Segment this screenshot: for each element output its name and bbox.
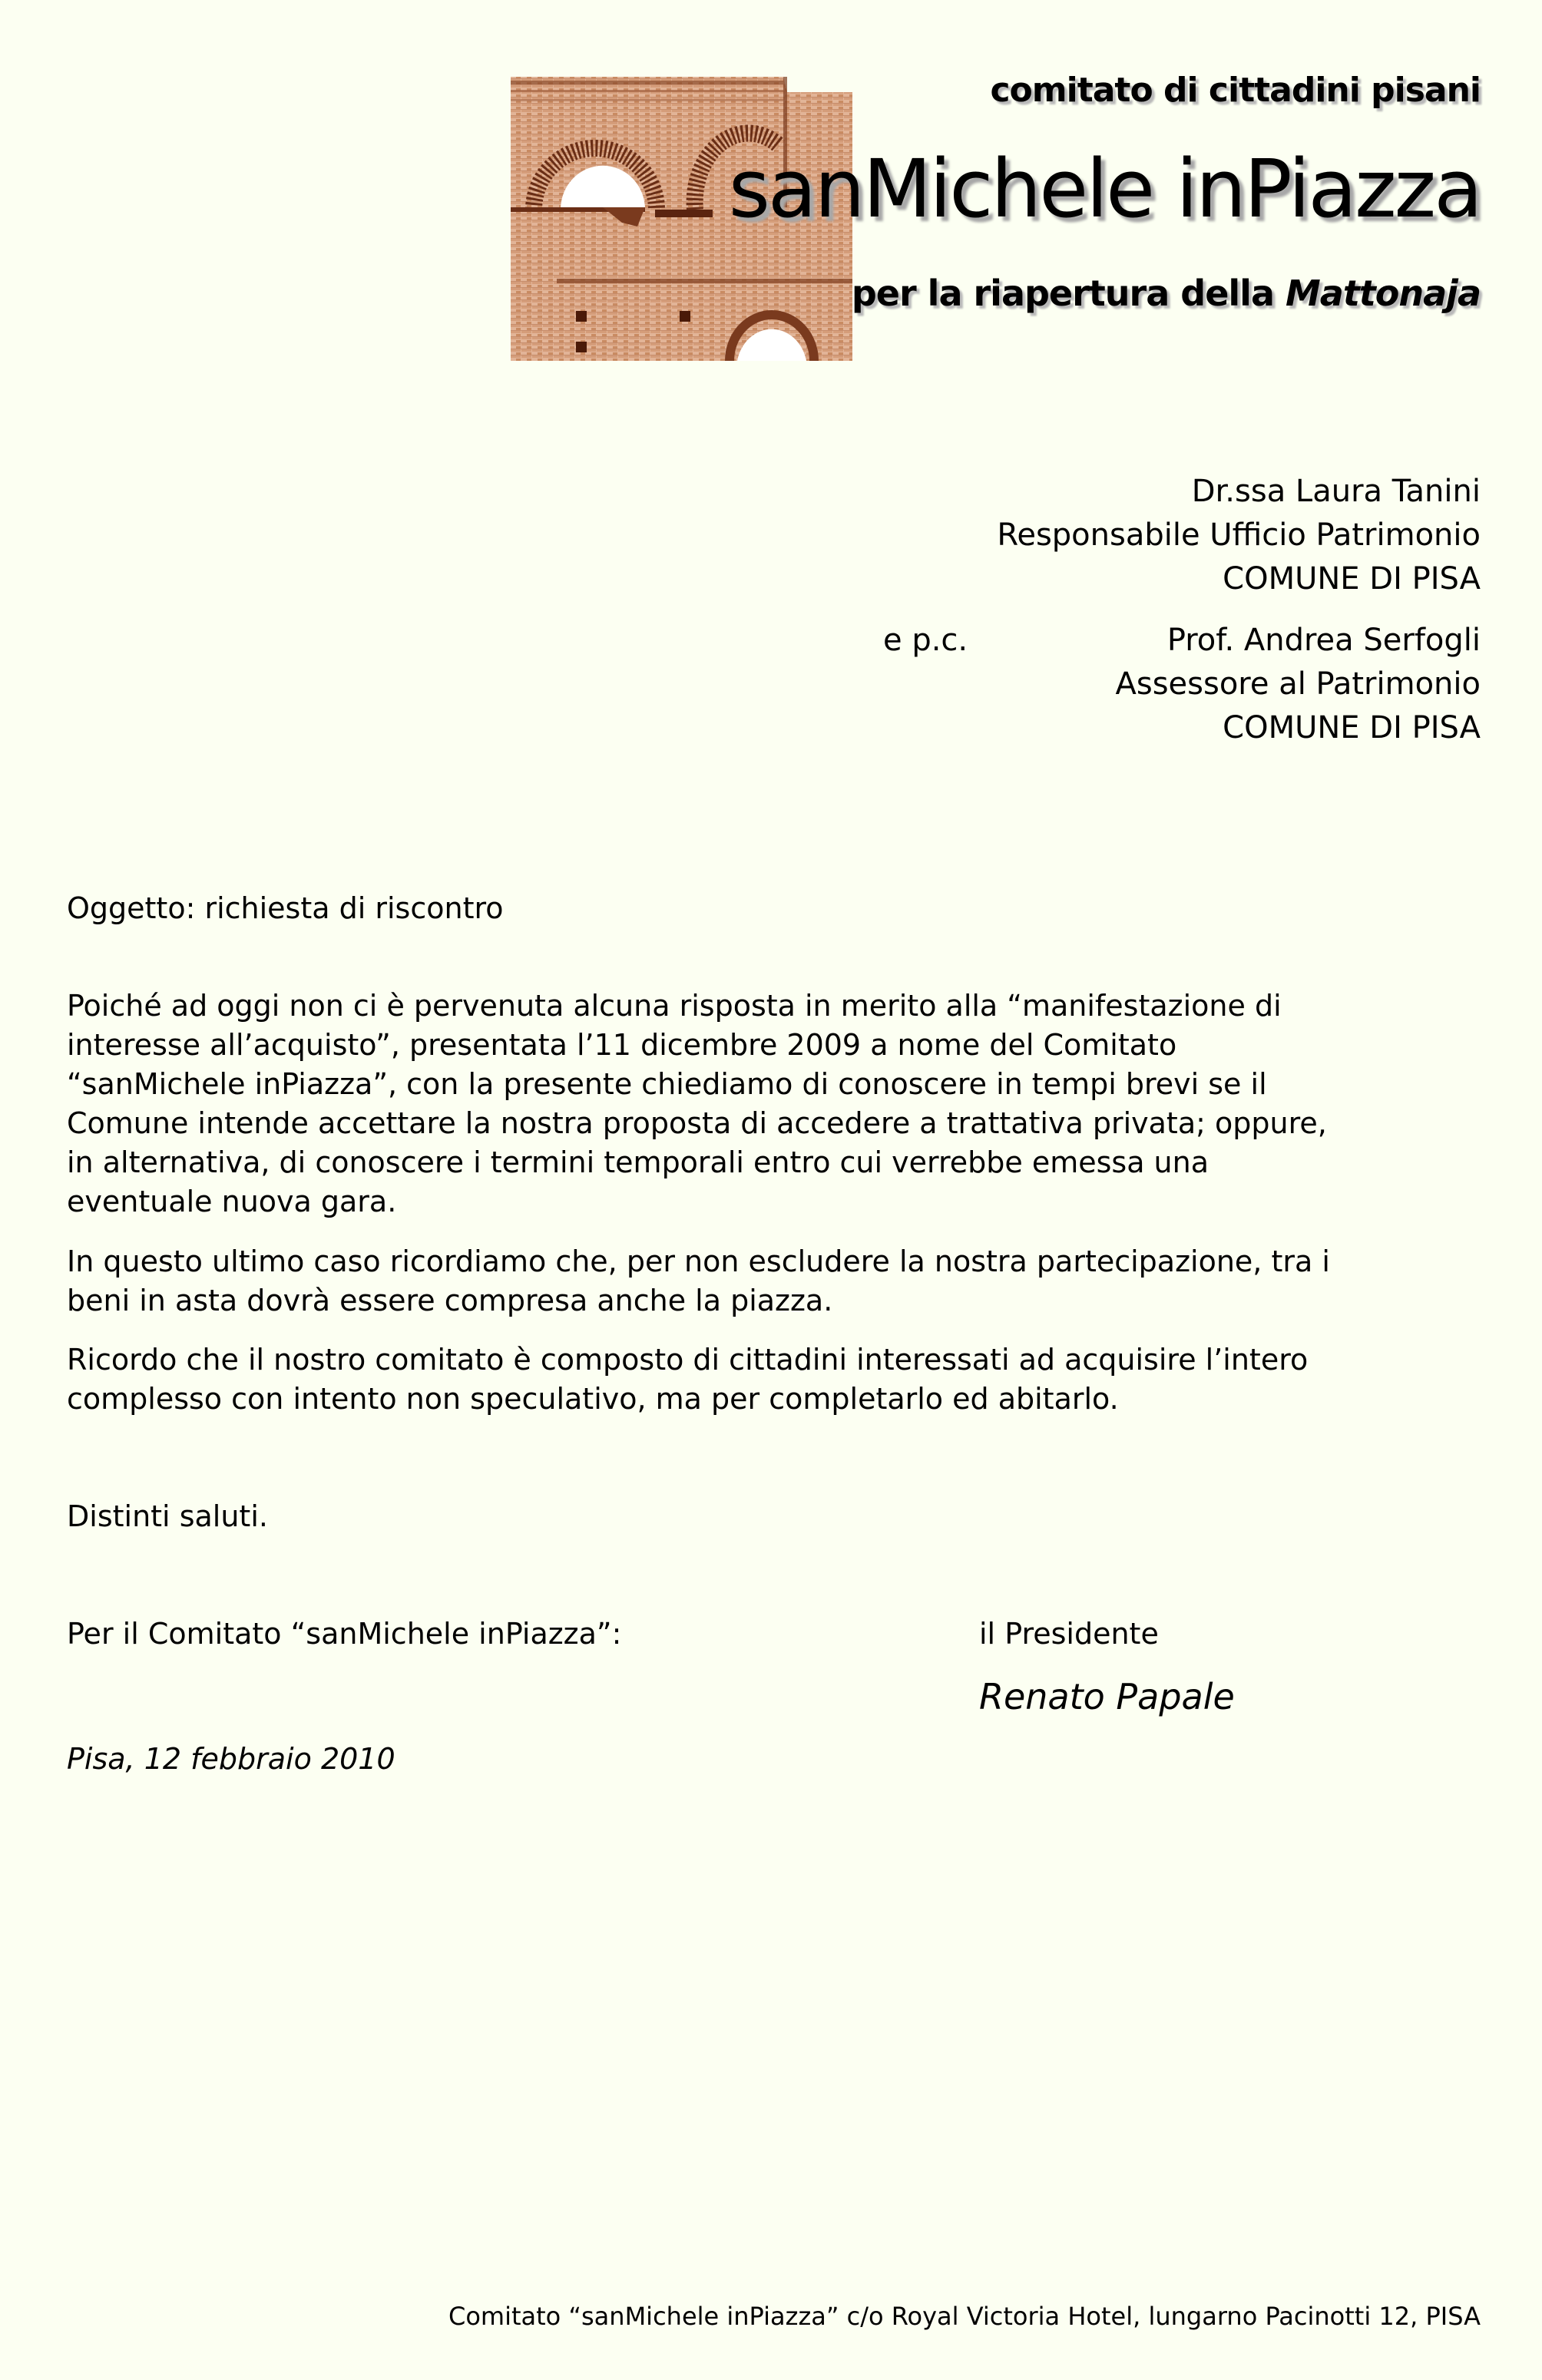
letterhead-title: sanMichele inPiazza (728, 142, 1481, 236)
recipient-role: Responsabile Ufficio Patrimonio (997, 517, 1481, 553)
cc-recipient-organization: COMUNE DI PISA (1223, 710, 1481, 745)
body-paragraph-2 (67, 1242, 1487, 1321)
cc-label: e p.c. (883, 623, 968, 658)
body-line: Comune intende accettare la nostra proposta di accedere a trattativa privata; oppure, (67, 1106, 1327, 1140)
body-paragraph-1 (67, 987, 1487, 1221)
body-line: interesse all’acquisto”, presentata l’11 dicembre 2009 a nome del Comitato (67, 1028, 1177, 1062)
body-line: Ricordo che il nostro comitato è composto di cittadini interessati ad acquisire l’intero (67, 1343, 1309, 1377)
signature-name: Renato Papale (979, 1676, 1235, 1717)
cc-recipient-name: Prof. Andrea Serfogli (1166, 623, 1481, 658)
body-line: complesso con intento non speculativo, ma per completarlo ed abitarlo. (67, 1382, 1119, 1416)
body-line: eventuale nuova gara. (67, 1185, 397, 1218)
cc-recipient-role: Assessore al Patrimonio (1115, 666, 1481, 702)
letter-subject: Oggetto: richiesta di riscontro (67, 891, 504, 925)
signature-role: il Presidente (979, 1617, 1159, 1651)
body-line: Poiché ad oggi non ci è pervenuta alcuna risposta in merito alla “manifestazione di (67, 989, 1282, 1023)
body-line: beni in asta dovrà essere compresa anche la piazza. (67, 1284, 833, 1317)
body-line: in alternativa, di conoscere i termini temporali entro cui verrebbe emessa una (67, 1145, 1209, 1179)
signature-on-behalf: Per il Comitato “sanMichele inPiazza”: (67, 1617, 622, 1651)
body-line: In questo ultimo caso ricordiamo che, per non escludere la nostra partecipazione, tra i (67, 1245, 1330, 1278)
cc-recipient-block (1116, 619, 1481, 750)
recipient-organization: COMUNE DI PISA (1223, 561, 1481, 597)
closing-salutation: Distinti saluti. (67, 1499, 268, 1533)
letterhead-subtitle-prefix: per la riapertura della (851, 273, 1286, 314)
primary-recipient-block (997, 470, 1481, 601)
body-line: “sanMichele inPiazza”, con la presente chiediamo di conoscere in tempi brevi se il (67, 1067, 1267, 1101)
footer-address: Comitato “sanMichele inPiazza” c/o Royal Victoria Hotel, lungarno Pacinotti 12, PISA (448, 2302, 1481, 2331)
letterhead-subtitle-emphasis: Mattonaja (1286, 273, 1481, 314)
letterhead-subtitle (852, 273, 1481, 314)
recipient-name: Dr.ssa Laura Tanini (1191, 474, 1481, 509)
letter-date: Pisa, 12 febbraio 2010 (67, 1742, 395, 1776)
body-paragraph-3 (67, 1340, 1487, 1419)
letterhead-tagline: comitato di cittadini pisani (990, 71, 1481, 110)
